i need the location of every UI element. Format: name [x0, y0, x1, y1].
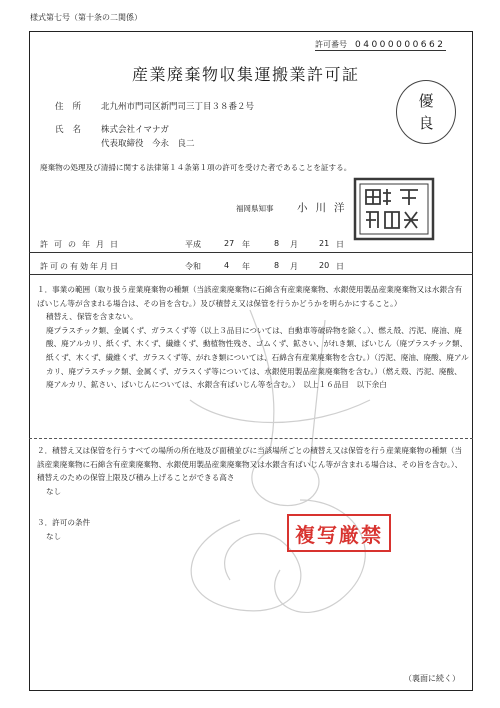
permit-number-value: 04000000662 — [355, 40, 446, 50]
valid-until-day: 20 — [319, 261, 330, 270]
certification-text: 廃棄物の処理及び清掃に関する法律第１４条第１項の許可を受けた者であることを証する。 — [40, 163, 352, 172]
section2-value: なし — [46, 486, 62, 496]
company-name: 株式会社イマナガ — [101, 125, 169, 135]
no-copy-stamp: 複写厳禁 — [287, 514, 391, 552]
valid-until-year-unit: 年 — [242, 262, 250, 271]
business-scope-section — [37, 283, 469, 392]
permit-number-label: 許可番号 — [315, 40, 347, 49]
issuer-name: 小川洋 — [297, 202, 353, 214]
valid-until-era: 令和 — [185, 262, 201, 271]
official-seal — [352, 176, 436, 242]
address-row — [55, 100, 255, 112]
divider — [29, 252, 473, 253]
continued-on-back: （裏面に続く） — [404, 674, 460, 683]
section1-waste-types: 廃プラスチック類、金属くず、ガラスくず等（以上３品目については、自動車等破砕物を除く。）、燃え殻、汚泥、廃油、廃酸、廃アルカリ、紙くず、木くず、繊維くず、動植物性残さ、ゴムくず、鉱さい、がれき類、ばいじん（廃プラスチック類、紙くず、木くず、繊維くず、ガラスくず等、がれき類については、石綿含有産業廃棄物を含む。）（汚泥、廃油、廃酸、廃アルカリ、廃プラスチック類、金属くず、ガラスくず等については、水銀使用製品産業廃棄物を含む。）（燃え殻、汚泥、廃酸、廃アルカリ、鉱さい、ばいじんについては、水銀含有ばいじん等を含む。） 以上１６品目 以下余白 — [46, 325, 469, 390]
name-row — [55, 123, 169, 135]
certificate-title: 産業廃棄物収集運搬業許可証 — [132, 65, 360, 84]
valid-until-year: 4 — [224, 261, 230, 270]
section1-heading: １．事業の範囲（取り扱う産業廃棄物の種類（当該産業廃棄物に石綿含有産業廃棄物、水銀使用製品産業廃棄物又は水銀含有ばいじん等が含まれる場合は、その旨を含む。）及び積替え又は保管を行うかどうかを明らかにすること。） — [37, 285, 463, 308]
excellent-mark-line1: 優 — [418, 92, 434, 110]
issuer-label: 福岡県知事 — [236, 204, 274, 213]
permit-date-month-unit: 月 — [290, 240, 298, 249]
excellent-operator-mark — [396, 80, 456, 144]
section3-value: なし — [46, 531, 62, 541]
permit-date-label: 許可の年月日 — [40, 240, 124, 249]
permit-date-month: 8 — [274, 239, 280, 248]
divider — [29, 274, 473, 275]
permit-date-year: 27 — [224, 239, 235, 248]
valid-until-month-unit: 月 — [290, 262, 298, 271]
divider — [29, 438, 473, 439]
excellent-mark-line2: 良 — [418, 114, 434, 132]
address-label: 住所 — [55, 102, 91, 112]
permit-date-day-unit: 日 — [336, 240, 344, 249]
permit-date-era: 平成 — [185, 240, 201, 249]
valid-until-day-unit: 日 — [336, 262, 344, 271]
valid-until-label: 許可の有効年月日 — [40, 262, 120, 271]
representative: 代表取締役 今永 良二 — [101, 139, 195, 149]
storage-location-section — [37, 444, 469, 498]
form-number: 様式第七号（第十条の二関係） — [30, 13, 142, 22]
section1-storage-note: 積替え、保管を含まない。 — [46, 312, 138, 322]
permit-number — [315, 39, 446, 50]
valid-until-month: 8 — [274, 261, 280, 270]
permit-date-day: 21 — [319, 239, 330, 248]
permit-date-year-unit: 年 — [242, 240, 250, 249]
section3-heading: ３．許可の条件 — [37, 518, 91, 527]
address-value: 北九州市門司区新門司三丁目３８番２号 — [101, 102, 255, 112]
section2-heading: ２．積替え又は保管を行うすべての場所の所在地及び面積並びに当該場所ごとの積替え又は保管を行う産業廃棄物の種類（当該産業廃棄物に石綿含有産業廃棄物、水銀使用製品産業廃棄物又は水銀含有ばいじん等が含まれる場合は、その旨を含む。）、積替えのための保管上限及び積み上げることができる高さ — [37, 446, 463, 483]
name-label: 氏名 — [55, 125, 91, 135]
permit-conditions-section — [37, 516, 469, 543]
